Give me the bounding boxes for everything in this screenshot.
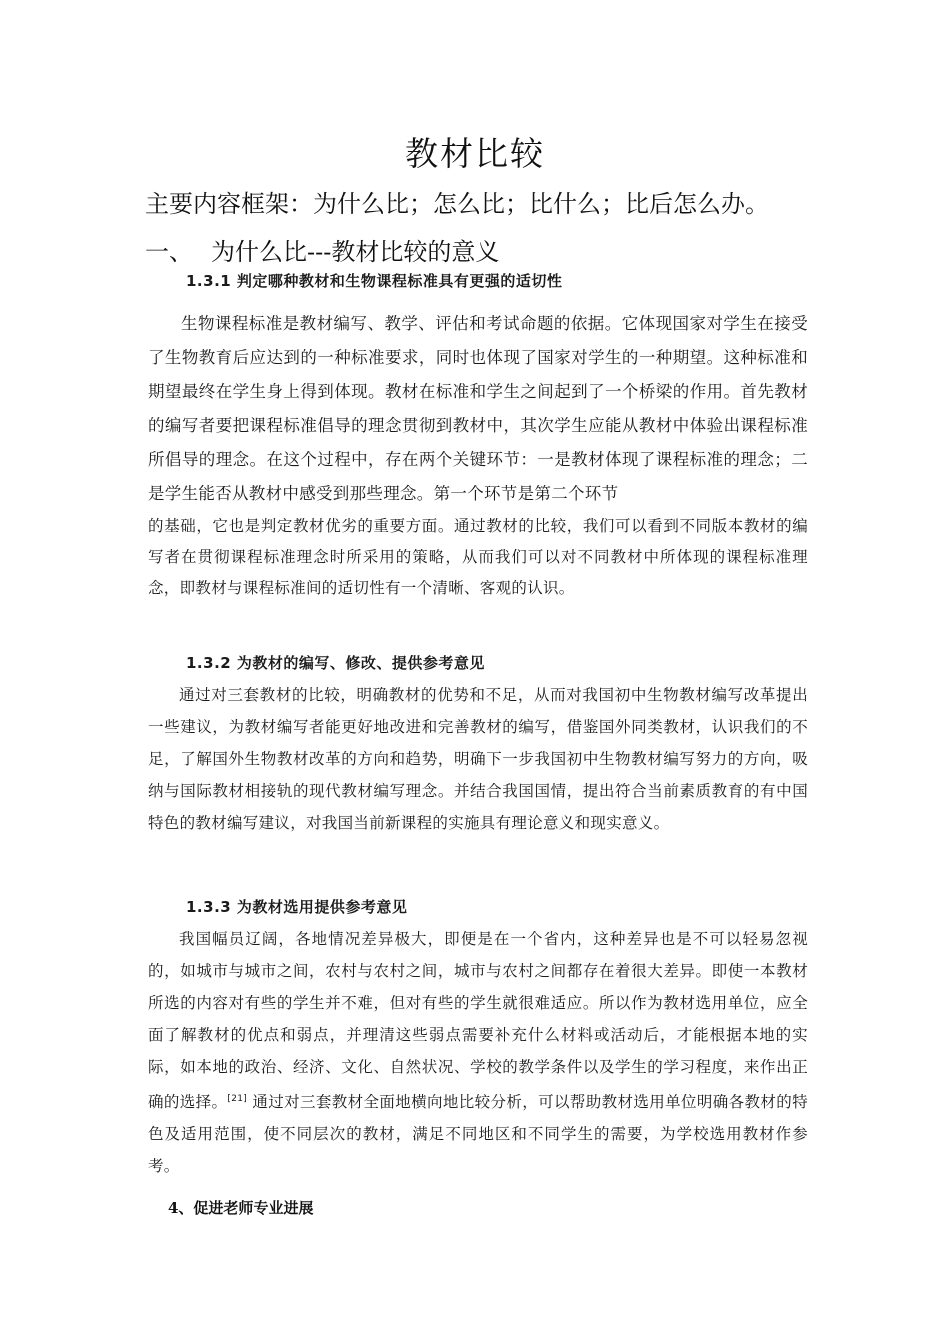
paragraph xyxy=(148,923,808,1182)
scanned-excerpt-1 xyxy=(148,270,808,604)
paragraph-text: 通过对三套教材全面地横向地比较分析，可以帮助教材选用单位明确各教材的特色及适用范围，使不同层次的教材，满足不同地区和不同学生的需要，为学校选用教材作参考。 xyxy=(148,1093,808,1176)
list-item-note: 4、促进老师专业进展 xyxy=(168,1199,314,1217)
section-number: 一、 xyxy=(145,238,193,266)
citation-ref: [21] xyxy=(227,1094,248,1104)
paragraph: 生物课程标准是教材编写、教学、评估和考试命题的依据。它体现国家对学生在接受了生物教育后应达到的一种标准要求，同时也体现了国家对学生的一种期望。这种标准和期望最终在学生身上得到体现。教材在标准和学生之间起到了一个桥梁的作用。首先教材的编写者要把课程标准倡导的理念贯彻到教材中，其次学生应能从教材中体验出课程标准所倡导的理念。在这个过程中，存在两个关键环节：一是教材体现了课程标准的理念；二是学生能否从教材中感受到那些理念。第一个环节是第二个环节 xyxy=(148,314,808,503)
section-title: 为什么比---教材比较的意义 xyxy=(211,238,500,266)
paragraph: 的基础，它也是判定教材优劣的重要方面。通过教材的比较，我们可以看到不同版本教材的编写者在贯彻课程标准理念时所采用的策略，从而我们可以对不同教材中所体现的课程标准理念，即教材与课程标准间的适切性有一个清晰、客观的认识。 xyxy=(148,517,808,597)
scanned-excerpt-3 xyxy=(148,896,808,1182)
section-heading xyxy=(145,232,499,267)
page-title: 教材比较 xyxy=(405,134,545,173)
subsection-heading-1-3-2: 1.3.2 为教材的编写、修改、提供参考意见 xyxy=(186,654,485,672)
scanned-excerpt-2 xyxy=(148,652,808,839)
paragraph: 通过对三套教材的比较，明确教材的优势和不足，从而对我国初中生物教材编写改革提出一些建议，为教材编写者能更好地改进和完善教材的编写，借鉴国外同类教材，认识我们的不足，了解国外生物教材改革的方向和趋势，明确下一步我国初中生物教材编写努力的方向，吸纳与国际教材相接轨的现代教材编写理念。并结合我国国情，提出符合当前素质教育的有中国特色的教材编写建议，对我国当前新课程的实施具有理论意义和现实意义。 xyxy=(148,686,808,832)
subsection-heading-1-3-1: 1.3.1 判定哪种教材和生物课程标准具有更强的适切性 xyxy=(186,272,563,290)
paragraph-text: 我国幅员辽阔，各地情况差异极大，即便是在一个省内，这种差异也是不可以轻易忽视的，如城市与城市之间，农村与农村之间，城市与农村之间都存在着很大差异。即使一本教材所选的内容对有些的学生并不难，但对有些的学生就很难适应。所以作为教材选用单位，应全面了解教材的优点和弱点，并理清这些弱点需要补充什么材料或活动后，才能根据本地的实际，如本地的政治、经济、文化、自然状况、学校的教学条件以及学生的学习程度，来作出正确的选择。 xyxy=(148,930,808,1112)
framework-line: 主要内容框架：为什么比；怎么比；比什么；比后怎么办。 xyxy=(145,190,769,218)
subsection-heading-1-3-3: 1.3.3 为教材选用提供参考意见 xyxy=(186,898,408,916)
